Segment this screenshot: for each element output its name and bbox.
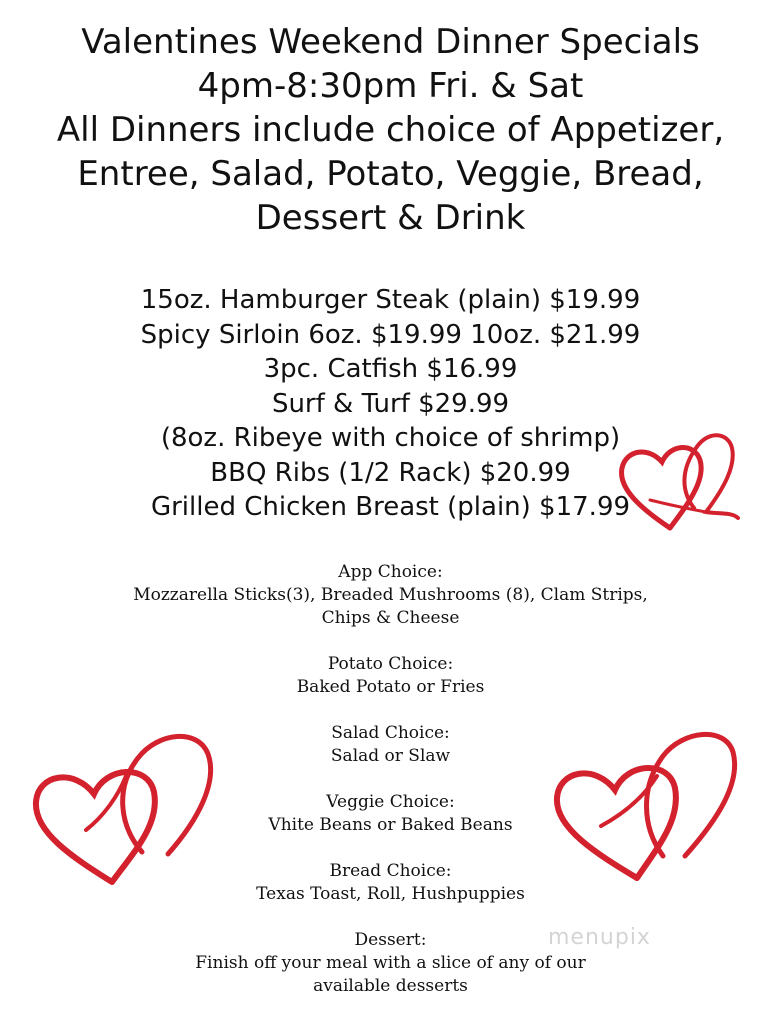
- header-includes-line-3: Dessert & Drink: [255, 198, 526, 238]
- dessert-choice-label: Dessert:: [354, 930, 427, 950]
- hearts-icon: [610, 418, 750, 548]
- special-item: Grilled Chicken Breast (plain) $17.99: [150, 492, 631, 522]
- bread-choice-options: Texas Toast, Roll, Hushpuppies: [256, 884, 525, 904]
- special-item: Surf & Turf $29.99: [271, 388, 510, 419]
- special-item: Spicy Sirloin 6oz. $19.99 10oz. $21.99: [140, 319, 641, 350]
- app-choice-options: Chips & Cheese: [321, 608, 460, 628]
- app-choice: [0, 561, 781, 630]
- special-item: 15oz. Hamburger Steak (plain) $19.99: [140, 285, 641, 315]
- hearts-icon: [22, 712, 222, 897]
- special-item: 3pc. Catfish $16.99: [263, 354, 518, 384]
- special-item: BBQ Ribs (1/2 Rack) $20.99: [210, 457, 571, 488]
- potato-choice-options: Baked Potato or Fries: [296, 677, 485, 697]
- header-includes-line-1: All Dinners include choice of Appetizer,: [56, 110, 725, 150]
- menu-header: [0, 20, 781, 240]
- hearts-icon: [545, 706, 745, 896]
- dessert-choice-text: Finish off your meal with a slice of any of our: [195, 953, 586, 973]
- salad-choice-options: Salad or Slaw: [330, 746, 451, 766]
- veggie-choice-label: Veggie Choice:: [326, 792, 455, 812]
- special-item: (8oz. Ribeye with choice of shrimp): [160, 423, 621, 453]
- dessert-choice: [0, 929, 781, 998]
- dessert-choice-text: available desserts: [313, 976, 468, 996]
- veggie-choice-options: Vhite Beans or Baked Beans: [268, 815, 513, 835]
- app-choice-options: Mozzarella Sticks(3), Breaded Mushrooms (8), Clam Strips,: [133, 585, 648, 605]
- salad-choice-label: Salad Choice:: [331, 723, 450, 743]
- menupix-watermark: menupix: [548, 925, 651, 950]
- bread-choice-label: Bread Choice:: [329, 861, 452, 881]
- header-title: Valentines Weekend Dinner Specials: [81, 22, 700, 62]
- header-includes-line-2: Entree, Salad, Potato, Veggie, Bread,: [77, 154, 704, 194]
- app-choice-label: App Choice:: [338, 562, 443, 582]
- potato-choice-label: Potato Choice:: [327, 654, 454, 674]
- header-hours: 4pm-8:30pm Fri. & Sat: [197, 66, 584, 106]
- potato-choice: [0, 653, 781, 699]
